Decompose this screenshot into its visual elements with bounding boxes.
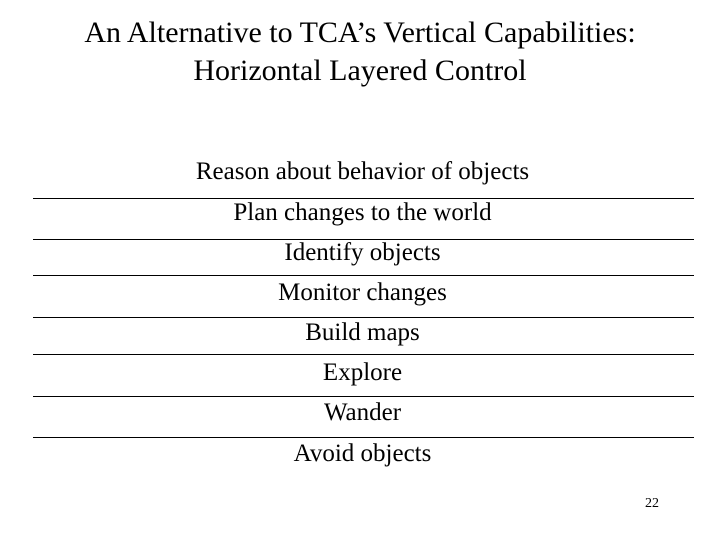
layer-divider xyxy=(33,275,694,276)
layer-label-wander: Wander xyxy=(323,399,402,426)
layer-label-identify-objects: Identify objects xyxy=(284,239,441,266)
layer-label-build-maps: Build maps xyxy=(305,319,420,346)
layer-label-plan-changes: Plan changes to the world xyxy=(233,199,492,226)
slide-title-line-2: Horizontal Layered Control xyxy=(193,54,527,87)
layer-label-monitor-changes: Monitor changes xyxy=(278,279,447,306)
layer-label-reason-about-behavior: Reason about behavior of objects xyxy=(195,158,530,185)
layer-label-avoid-objects: Avoid objects xyxy=(293,440,432,467)
page-number: 22 xyxy=(645,496,659,511)
layer-divider xyxy=(33,396,694,397)
layer-divider xyxy=(33,437,694,438)
layer-label-explore: Explore xyxy=(322,359,403,386)
layer-divider xyxy=(33,354,694,355)
slide-title-line-1: An Alternative to TCA’s Vertical Capabilities: xyxy=(84,16,636,49)
